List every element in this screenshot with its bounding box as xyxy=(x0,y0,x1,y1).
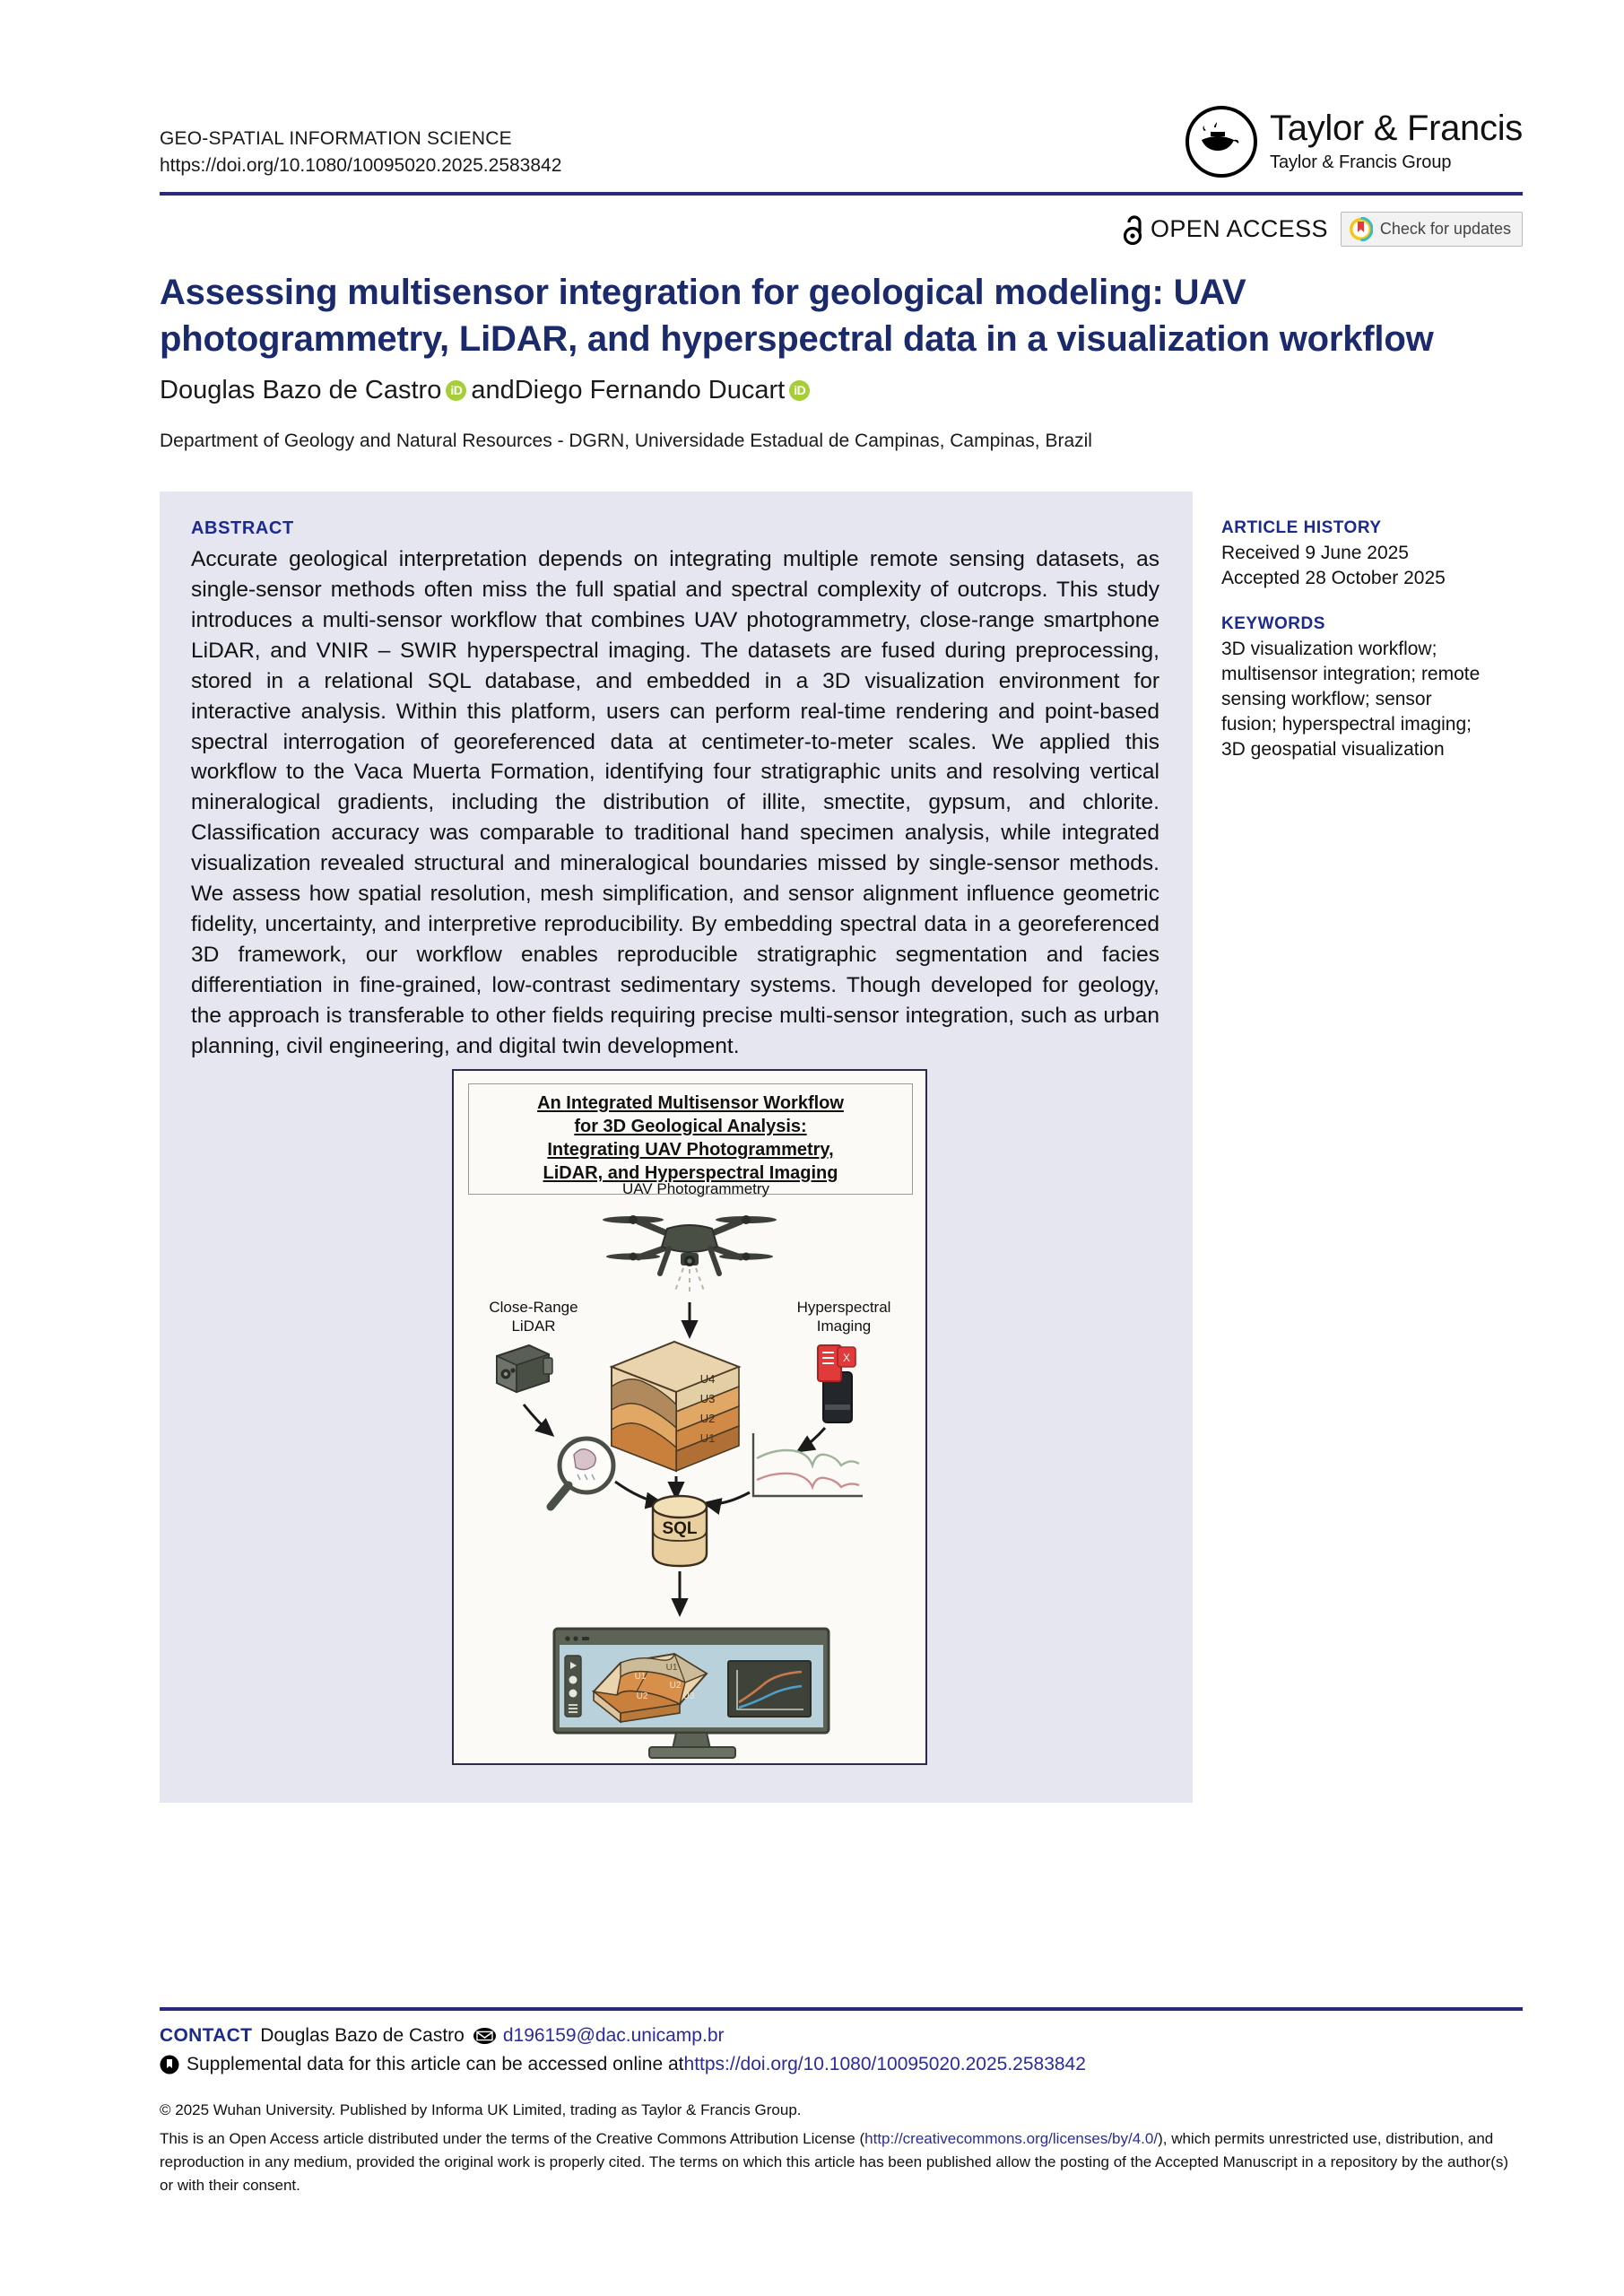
page-header xyxy=(160,109,1523,180)
block-unit-u3: U3 xyxy=(699,1392,716,1405)
publisher-group: Taylor & Francis Group xyxy=(1270,152,1452,172)
supplemental-data-icon xyxy=(160,2055,179,2074)
contact-name: Douglas Bazo de Castro xyxy=(260,2025,465,2046)
article-title: Assessing multisensor integration for geological modeling: UAV photogrammetry, LiDAR, and hyperspectral data in a visualization workflow xyxy=(160,273,1434,359)
taylor-francis-logo xyxy=(1185,106,1523,178)
contact-email[interactable]: d196159@dac.unicamp.br xyxy=(502,2025,725,2046)
article-sidebar xyxy=(1221,518,1481,761)
abstract-text: Accurate geological interpretation depends on integrating multiple remote sensing datasets, as single-sensor methods often miss the full spatial and spectral complexity of outcrops. This study introduces a multi-sensor workflow that combines UAV photogrammetry, close-range smartphone LiDAR, and VNIR – SWIR hyperspectral imaging. The datasets are fused during preprocessing, stored in a relational SQL database, and embedded in a 3D visualization environment for interactive analysis. Within this platform, users can perform real-time rendering and point-based spectral interrogation of georeferenced data at centimeter-to-meter scales. We applied this workflow to the Vaca Muerta Formation, identifying four stratigraphic units and resolving vertical mineralogical gradients, including the distribution of illite, smectite, gypsum, and chlorite. Classification accuracy was comparable to traditional hand specimen analysis, while integrated visualization revealed structural and mineralogical boundaries missed by single-sensor methods. We assess how spatial resolution, mesh simplification, and sensor alignment influence geometric fidelity, uncertainty, and interpretive reproducibility. By embedding spectral data in a georeferenced 3D framework, our workflow enables reproducible stratigraphic segmentation and facies differentiation in fine-grained, low-contrast sedimentary systems. Though developed for geology, the approach is transferable to other fields requiring precise multi-sensor integration, such as urban planning, civil engineering, and digital twin development. xyxy=(191,547,1159,1058)
hyperspectral-device-icon xyxy=(818,1345,855,1422)
block-unit-u1: U1 xyxy=(699,1431,716,1445)
publisher-name: Taylor & Francis xyxy=(1270,109,1523,148)
close-range-lidar-label: Close-Range LiDAR xyxy=(489,1299,578,1335)
author-affiliation: Department of Geology and Natural Resources - DGRN, Universidade Estadual de Campinas, Campinas, Brazil xyxy=(160,430,1092,451)
uav-photogrammetry-label: UAV Photogrammetry xyxy=(621,1180,770,1197)
author-name-one[interactable]: Douglas Bazo de Castro xyxy=(160,376,442,404)
figure-title-line-4: LiDAR, and Hyperspectral Imaging xyxy=(543,1163,838,1183)
figure-title-line-3: Integrating UAV Photogrammetry, xyxy=(547,1140,834,1160)
license-text-part2: ), which permits unrestricted use, distribution, and reproduction in any medium, provided the original work is properly cited. The terms on which this article has been published allow the posting of the Accepted Manuscript in a repository by the author(s) or with their consent. xyxy=(160,2130,1509,2194)
header-divider xyxy=(160,192,1523,196)
sidebar-spacer xyxy=(1221,591,1481,614)
keywords-heading: KEYWORDS xyxy=(1221,613,1325,633)
monitor-unit-label: U2 xyxy=(636,1692,648,1701)
workflow-diagram xyxy=(454,1071,925,1763)
author-name-two[interactable]: Diego Fernando Ducart xyxy=(514,376,786,404)
license-link[interactable]: http://creativecommons.org/licenses/by/4.0/ xyxy=(864,2130,1159,2147)
orcid-icon[interactable]: iD xyxy=(789,380,810,401)
block-unit-u2: U2 xyxy=(699,1412,716,1425)
sql-database-icon xyxy=(653,1496,707,1566)
license-text xyxy=(160,2127,1523,2196)
oil-lamp-icon xyxy=(1185,106,1257,178)
accepted-date: Accepted 28 October 2025 xyxy=(1221,567,1446,588)
hyperspectral-imaging-label: Hyperspectral Imaging xyxy=(796,1299,891,1335)
open-access-row xyxy=(1123,212,1523,247)
visualization-monitor xyxy=(554,1629,829,1758)
open-lock-icon xyxy=(1123,214,1142,245)
keywords-list: 3D visualization workflow; multisensor integration; remote sensing workflow; sensor fusion; hyperspectral imaging; 3D geospatial visualization xyxy=(1221,638,1481,760)
sql-database-label: SQL xyxy=(662,1519,698,1538)
footer-divider xyxy=(160,2007,1523,2011)
author-list xyxy=(160,375,814,406)
crossmark-button[interactable] xyxy=(1341,212,1523,247)
svg-text:X: X xyxy=(842,1352,851,1364)
abstract-heading: ABSTRACT xyxy=(191,518,294,538)
supplemental-data-link[interactable]: https://doi.org/10.1080/10095020.2025.2583842 xyxy=(683,2054,1086,2074)
journal-name: GEO-SPATIAL INFORMATION SCIENCE xyxy=(160,128,512,149)
figure-title-line-2: for 3D Geological Analysis: xyxy=(574,1117,807,1136)
crossmark-label: Check for updates xyxy=(1379,220,1511,238)
drone-icon xyxy=(603,1215,777,1295)
contact-line xyxy=(160,2025,725,2047)
block-unit-u4: U4 xyxy=(699,1372,716,1386)
contact-label: CONTACT xyxy=(160,2025,253,2046)
monitor-unit-label: U1 xyxy=(634,1672,647,1682)
supplemental-data-line xyxy=(160,2054,1086,2075)
open-access-label: OPEN ACCESS xyxy=(1150,215,1328,242)
geological-block-diagram xyxy=(612,1342,739,1471)
supplemental-data-text: Supplemental data for this article can be accessed online at xyxy=(187,2054,684,2074)
figure-title-line-1: An Integrated Multisensor Workflow xyxy=(537,1093,844,1113)
copyright-text: © 2025 Wuhan University. Published by Informa UK Limited, trading as Taylor & Francis Group. xyxy=(160,2101,802,2118)
crossmark-icon xyxy=(1349,217,1373,241)
author-conjunction: and xyxy=(471,376,515,404)
license-text-part1: This is an Open Access article distributed under the terms of the Creative Commons Attribution License ( xyxy=(160,2130,865,2147)
monitor-unit-label: U1 xyxy=(665,1663,678,1673)
monitor-unit-label: U2 xyxy=(669,1681,682,1691)
abstract-content xyxy=(191,518,1159,1062)
monitor-unit-label: U3 xyxy=(682,1692,695,1701)
open-access-badge xyxy=(1123,214,1328,245)
envelope-icon xyxy=(473,2028,496,2044)
magnifier-specimen-icon xyxy=(551,1439,613,1507)
graphical-abstract-figure xyxy=(452,1069,927,1765)
journal-doi[interactable]: https://doi.org/10.1080/10095020.2025.2583842 xyxy=(160,155,562,177)
lidar-scanner-icon xyxy=(497,1345,552,1392)
orcid-icon[interactable]: iD xyxy=(446,380,466,401)
article-history-heading: ARTICLE HISTORY xyxy=(1221,518,1382,537)
received-date: Received 9 June 2025 xyxy=(1221,543,1409,563)
